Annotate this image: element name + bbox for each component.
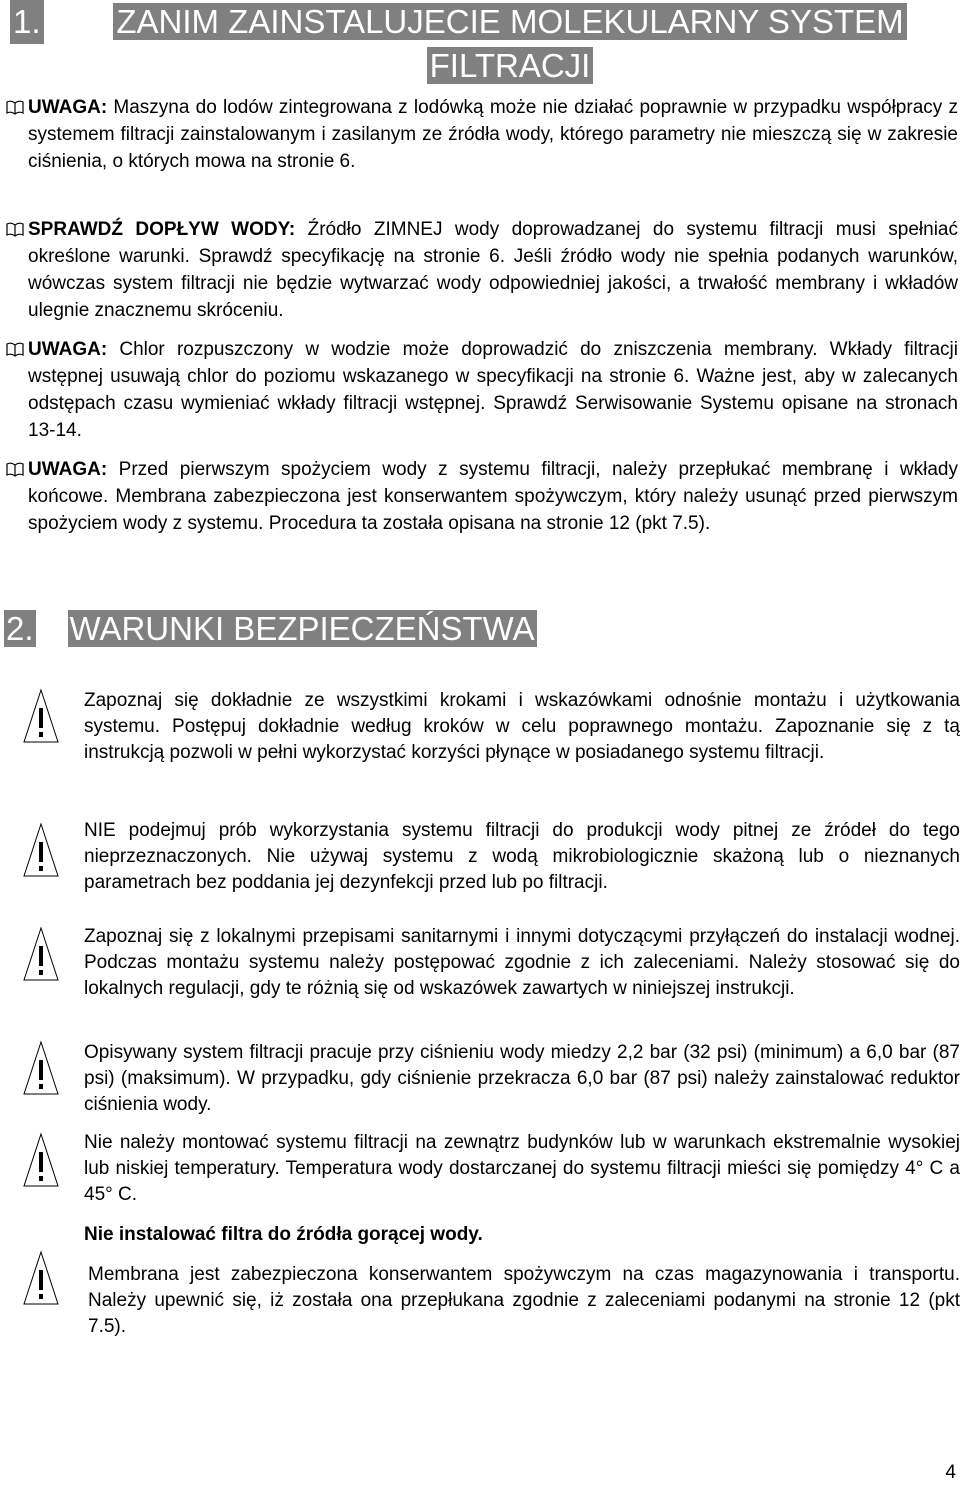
- warning-triangle-icon: [22, 926, 60, 987]
- section-2-number: 2.: [6, 610, 34, 647]
- page-number: 4: [945, 1462, 956, 1483]
- warning-triangle-icon: [22, 822, 60, 883]
- open-book-icon: [6, 100, 24, 115]
- note-2: [6, 216, 958, 324]
- section-2-heading: [4, 607, 537, 651]
- note-4: [6, 456, 958, 537]
- open-book-icon: [6, 342, 24, 357]
- note-1-label: UWAGA:: [28, 97, 108, 118]
- section-1-title-line2: FILTRACJI: [427, 47, 594, 84]
- section-1-number: 1.: [10, 0, 44, 44]
- warning-6-text: Membrana jest zabezpieczona konserwantem spożywczym na czas magazynowania i transportu. Należy upewnić się, iż została ona przepłukana zgodnie z zaleceniami podanymi na stronie 12 (pkt 7.5).: [88, 1264, 960, 1337]
- note-3-text: Chlor rozpuszczony w wodzie może doprowadzić do zniszczenia membrany. Wkłady filtracji wstępnej usuwają chlor do poziomu wskazanego w specyfikacji na stronie 6. Ważne jest, aby w zalecanych odstępach czasu wymieniać wkłady filtracji wstępnej. Sprawdź Serwisowanie Systemu opisane na stronach 13-14.: [28, 339, 958, 441]
- note-2-text: Źródło ZIMNEJ wody doprowadzanej do systemu filtracji musi spełniać określone warunki. Sprawdź specyfikację na stronie 6. Jeśli źródło wody nie spełnia podanych warunków, wówczas system filtracji nie będzie wytwarzać wody odpowiedniej jakości, a trwałość membrany i wkładów ulegnie znacznemu skróceniu.: [28, 219, 958, 321]
- warning-triangle-icon: [22, 1132, 60, 1193]
- hot-water-warning: Nie instalować filtra do źródła gorącej wody.: [84, 1224, 483, 1245]
- open-book-icon: [6, 222, 24, 237]
- note-1: [6, 94, 958, 175]
- note-2-label: SPRAWDŹ DOPŁYW WODY:: [28, 219, 296, 240]
- warning-triangle-icon: [22, 1040, 60, 1101]
- warning-triangle-icon: [22, 688, 60, 749]
- warning-2-text: NIE podejmuj prób wykorzystania systemu filtracji do produkcji wody pitnej ze źródeł do tego nieprzeznaczonych. Nie używaj systemu z wodą mikrobiologicznie skażoną lub o nieznanych parametrach bez poddania jej dezynfekcji przed lub po filtracji.: [84, 820, 960, 893]
- warning-triangle-icon: [22, 1250, 60, 1311]
- note-4-text: Przed pierwszym spożyciem wody z systemu filtracji, należy przepłukać membranę i wkłady końcowe. Membrana zabezpieczona jest konserwantem spożywczym, który należy usunąć przed pierwszym spożyciem wody z systemu. Procedura ta została opisana na stronie 12 (pkt 7.5).: [28, 459, 958, 534]
- warning-1-text: Zapoznaj się dokładnie ze wszystkimi krokami i wskazówkami odnośnie montażu i użytkowania systemu. Postępuj dokładnie według kroków w celu poprawnego montażu. Zapoznanie się z tą instrukcją pozwoli w pełni wykorzystać korzyści płynące w posiadanego systemu filtracji.: [84, 690, 960, 763]
- section-1-heading: [0, 0, 960, 88]
- open-book-icon: [6, 462, 24, 477]
- section-2-title: WARUNKI BEZPIECZEŃSTWA: [69, 610, 535, 647]
- note-1-text: Maszyna do lodów zintegrowana z lodówką może nie działać poprawnie w przypadku współpracy z systemem filtracji zainstalowanym i zasilanym ze źródła wody, którego parametry nie mieszczą się w zakresie ciśnienia, o których mowa na stronie 6.: [28, 97, 958, 172]
- warning-3-text: Zapoznaj się z lokalnymi przepisami sanitarnymi i innymi dotyczącymi przyłączeń do instalacji wodnej. Podczas montażu systemu należy postępować zgodnie z ich zaleceniami. Należy stosować się do lokalnych regulacji, gdy te różnią się od wskazówek zawartych w niniejszej instrukcji.: [84, 926, 960, 999]
- note-3: [6, 336, 958, 444]
- section-1-title-line1: ZANIM ZAINSTALUJECIE MOLEKULARNY SYSTEM: [113, 3, 906, 40]
- warning-4-text: Opisywany system filtracji pracuje przy ciśnieniu wody miedzy 2,2 bar (32 psi) (minimum) a 6,0 bar (87 psi) (maksimum). W przypadku, gdy ciśnienie przekracza 6,0 bar (87 psi) należy zainstalować reduktor ciśnienia wody.: [84, 1042, 960, 1115]
- note-3-label: UWAGA:: [28, 339, 108, 360]
- warning-5-text: Nie należy montować systemu filtracji na zewnątrz budynków lub w warunkach ekstremalnie wysokiej lub niskiej temperatury. Temperatura wody dostarczanej do systemu filtracji mieści się pomiędzy 4° C a 45° C.: [84, 1132, 960, 1205]
- note-4-label: UWAGA:: [28, 459, 108, 480]
